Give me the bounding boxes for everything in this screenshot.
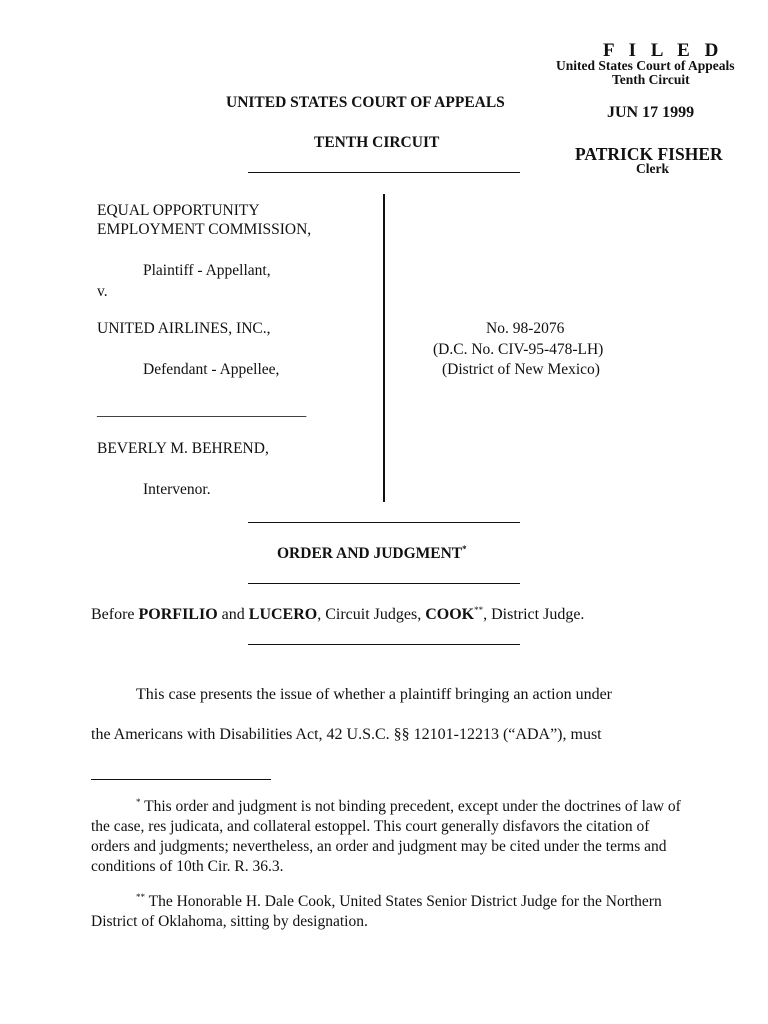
intervenor-name: BEVERLY M. BEHREND,	[97, 440, 269, 457]
stamp-clerk-name: PATRICK FISHER	[575, 144, 723, 164]
district-name: (District of New Mexico)	[442, 361, 600, 378]
footnote-2	[91, 892, 681, 932]
stamp-date: JUN 17 1999	[607, 104, 695, 121]
caption-divider	[383, 194, 385, 502]
panel-district-judge: , District Judge.	[483, 606, 585, 623]
footnote-1-mark: *	[136, 797, 141, 807]
panel-before: Before	[91, 606, 139, 623]
intervenor-role: Intervenor.	[143, 481, 211, 498]
plaintiff-name-line2: EMPLOYMENT COMMISSION,	[97, 221, 312, 238]
footnote-rule	[91, 779, 271, 780]
title-rule-bottom	[248, 583, 520, 584]
body-line-2: the Americans with Disabilities Act, 42 U.S.C. §§ 12101-12213 (“ADA”), must	[91, 726, 602, 743]
title-footnote-mark: *	[462, 544, 467, 554]
defendant-role: Defendant - Appellee,	[143, 361, 280, 378]
document-title	[277, 545, 467, 563]
judge-footnote-mark: **	[474, 605, 484, 615]
footnote-1	[91, 797, 681, 877]
stamp-court: United States Court of Appeals	[556, 58, 735, 73]
plaintiff-role: Plaintiff - Appellant,	[143, 262, 271, 279]
panel-line	[91, 606, 584, 624]
filed-label: F I L E D	[603, 40, 724, 61]
footnote-2-mark: **	[136, 892, 145, 902]
versus-label: v.	[97, 283, 108, 300]
footnote-1-text: This order and judgment is not binding precedent, except under the doctrines of law of the case, res judicata, and collateral estoppel. This court generally disfavors the citation of orders and judgments; nevertheless, an order and judgment may be cited under the terms and conditions of 10th Cir. R. 36.3.	[91, 798, 681, 875]
panel-circuit-judges: , Circuit Judges,	[317, 606, 426, 623]
stamp-circuit: Tenth Circuit	[612, 72, 690, 87]
judge-cook: COOK	[425, 606, 475, 623]
circuit-heading: TENTH CIRCUIT	[314, 134, 440, 151]
panel-and: and	[217, 606, 249, 623]
caption-separator: ___________________________	[97, 402, 307, 419]
stamp-clerk-title: Clerk	[636, 161, 669, 176]
judge-porfilio: PORFILIO	[138, 606, 218, 623]
case-number: No. 98-2076	[486, 320, 565, 337]
district-court-number: (D.C. No. CIV-95-478-LH)	[433, 341, 604, 358]
header-rule	[248, 172, 520, 173]
defendant-name: UNITED AIRLINES, INC.,	[97, 320, 271, 337]
title-rule-top	[248, 522, 520, 523]
document-title-text: ORDER AND JUDGMENT	[277, 545, 463, 562]
court-heading: UNITED STATES COURT OF APPEALS	[226, 94, 505, 111]
footnote-2-text: The Honorable H. Dale Cook, United States Senior District Judge for the Northern District of Oklahoma, sitting by designation.	[91, 893, 662, 930]
panel-rule	[248, 644, 520, 645]
judge-lucero: LUCERO	[248, 606, 318, 623]
body-line-1: This case presents the issue of whether a plaintiff bringing an action under	[136, 686, 613, 703]
plaintiff-name-line1: EQUAL OPPORTUNITY	[97, 202, 260, 219]
